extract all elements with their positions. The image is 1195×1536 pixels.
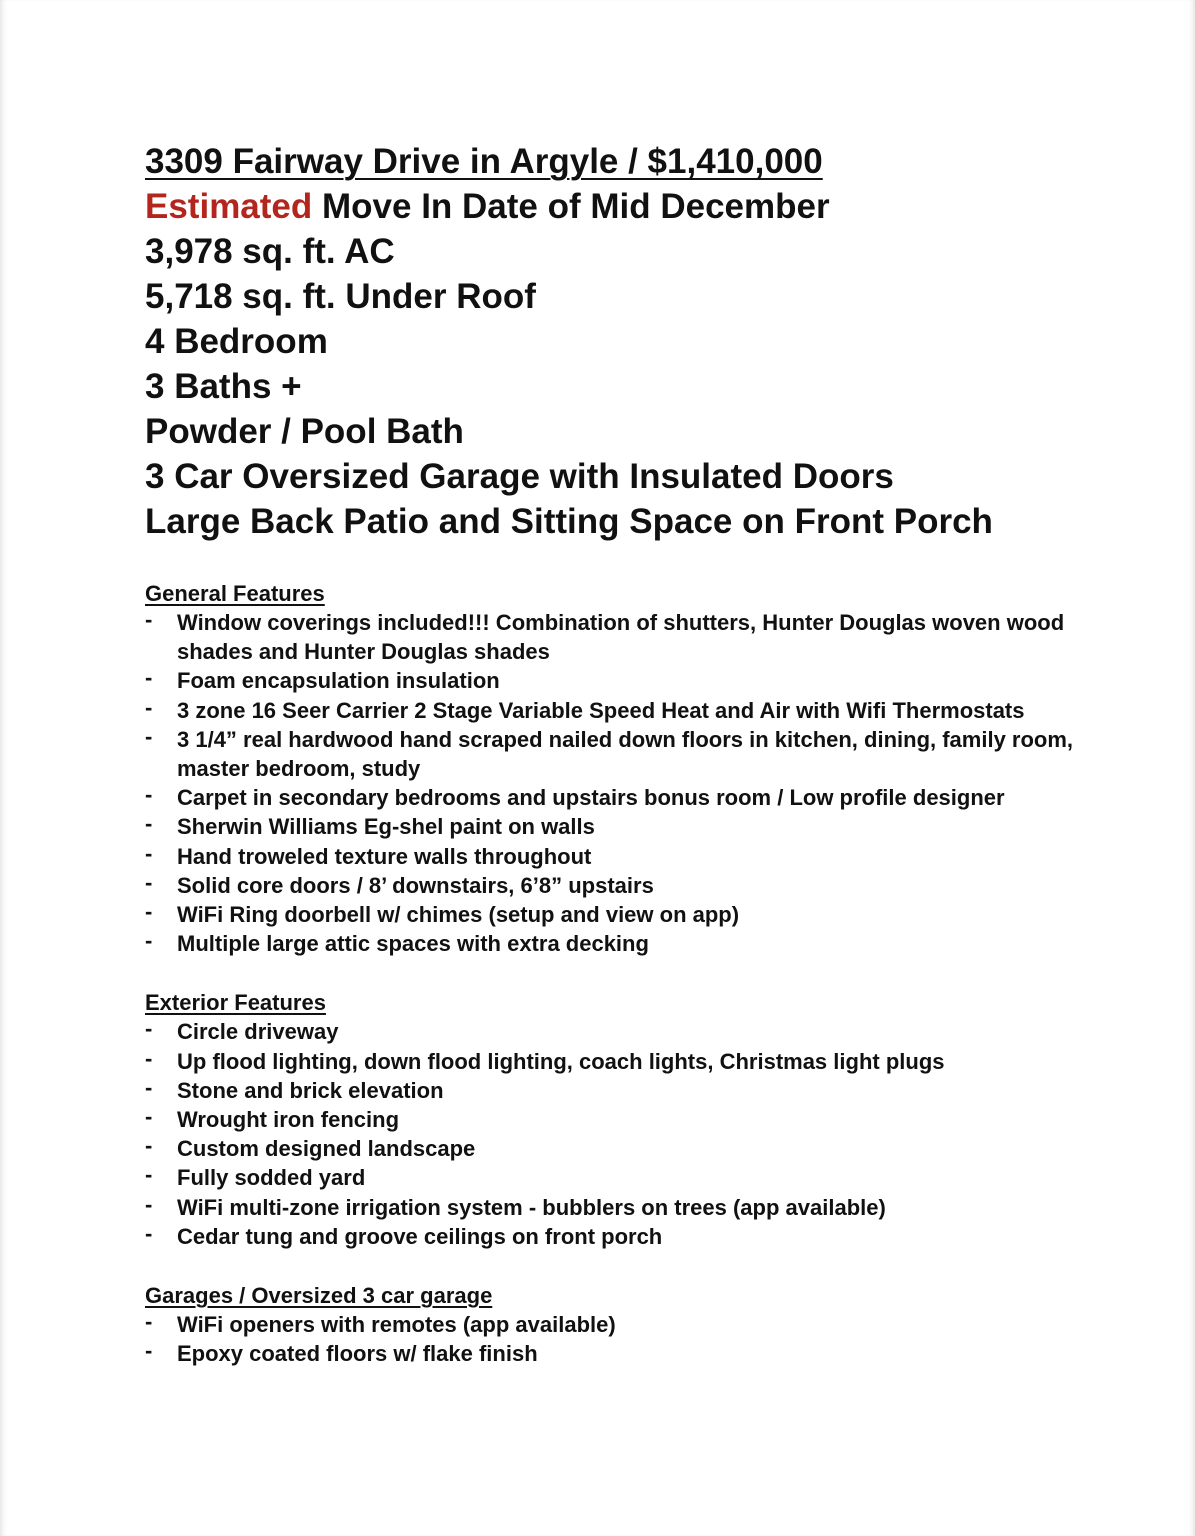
garages-section <box>145 1281 1105 1368</box>
list-item: - Wrought iron fencing <box>145 1105 1105 1134</box>
list-item: - Stone and brick elevation <box>145 1076 1105 1105</box>
move-in-line <box>145 184 1105 229</box>
list-item: - Custom designed landscape <box>145 1134 1105 1163</box>
general-features-section <box>145 579 1105 958</box>
list-item: - 3 zone 16 Seer Carrier 2 Stage Variable Speed Heat and Air with Wifi Thermostats <box>145 696 1105 725</box>
powder-bath: Powder / Pool Bath <box>145 412 464 451</box>
move-in-text: Move In Date of Mid December <box>312 187 830 226</box>
exterior-features-section <box>145 988 1105 1251</box>
estimated-label: Estimated <box>145 187 313 226</box>
list-item: - Up flood lighting, down flood lighting, coach lights, Christmas light plugs <box>145 1047 1105 1076</box>
garage-summary: 3 Car Oversized Garage with Insulated Doors <box>145 457 894 496</box>
list-item: - Fully sodded yard <box>145 1163 1105 1192</box>
page-title: 3309 Fairway Drive in Argyle / $1,410,000 <box>145 142 823 181</box>
ac-sqft: 3,978 sq. ft. AC <box>145 232 395 271</box>
baths: 3 Baths + <box>145 367 302 406</box>
roof-sqft: 5,718 sq. ft. Under Roof <box>145 277 536 316</box>
general-features-list <box>145 608 1105 958</box>
patio-summary: Large Back Patio and Sitting Space on Front Porch <box>145 502 993 541</box>
list-item: - Multiple large attic spaces with extra decking <box>145 929 1105 958</box>
list-item: - Epoxy coated floors w/ flake finish <box>145 1339 1105 1368</box>
list-item: - Solid core doors / 8’ downstairs, 6’8” upstairs <box>145 871 1105 900</box>
bedrooms: 4 Bedroom <box>145 322 328 361</box>
document-content <box>145 139 1105 1368</box>
list-item: - WiFi multi-zone irrigation system - bubblers on trees (app available) <box>145 1193 1105 1222</box>
list-item: - Foam encapsulation insulation <box>145 666 1105 695</box>
list-item: - WiFi Ring doorbell w/ chimes (setup and view on app) <box>145 900 1105 929</box>
list-item: - Window coverings included!!! Combination of shutters, Hunter Douglas woven wood shades and Hunter Douglas shades <box>145 608 1105 666</box>
section-heading: Garages / Oversized 3 car garage <box>145 1283 493 1309</box>
list-item: - Circle driveway <box>145 1017 1105 1046</box>
garages-list <box>145 1310 1105 1368</box>
list-item: - WiFi openers with remotes (app available) <box>145 1310 1105 1339</box>
section-heading: Exterior Features <box>145 990 326 1016</box>
list-item: - Carpet in secondary bedrooms and upstairs bonus room / Low profile designer <box>145 783 1105 812</box>
list-item: - Sherwin Williams Eg-shel paint on walls <box>145 812 1105 841</box>
exterior-features-list <box>145 1017 1105 1251</box>
list-item: - Hand troweled texture walls throughout <box>145 842 1105 871</box>
section-heading: General Features <box>145 581 325 606</box>
list-item: - Cedar tung and groove ceilings on front porch <box>145 1222 1105 1251</box>
list-item: - 3 1/4” real hardwood hand scraped nailed down floors in kitchen, dining, family room, master bedroom, study <box>145 725 1105 783</box>
